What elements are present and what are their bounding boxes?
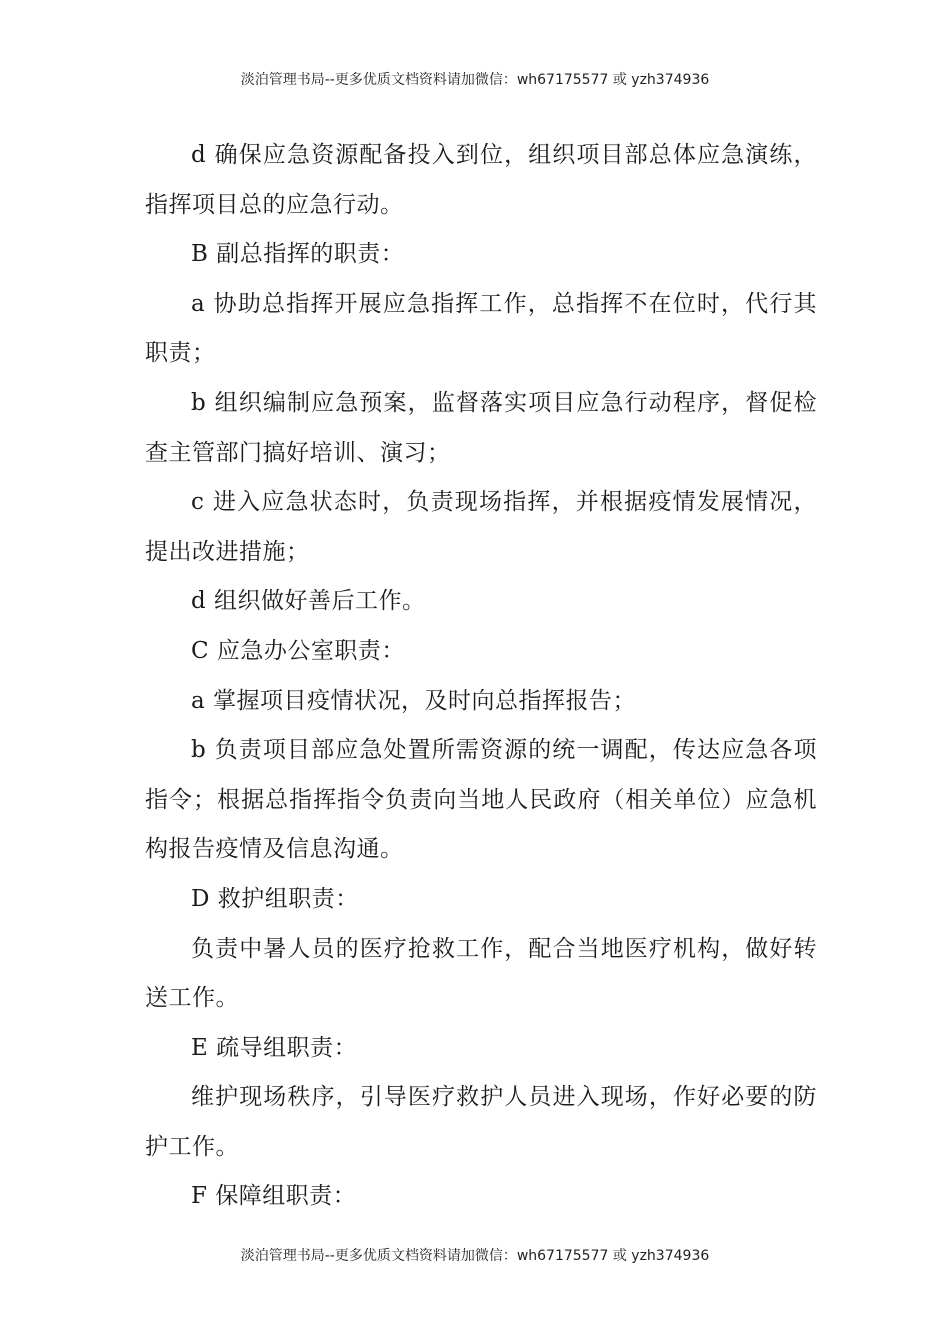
heading-support-team-duties: F 保障组职责： (191, 1183, 357, 1210)
paragraph-d-aftermath: d 组织做好善后工作。 (191, 588, 426, 615)
heading-guidance-team-duties: E 疏导组职责： (191, 1034, 358, 1061)
document-body (145, 131, 817, 1222)
page-footer-watermark: 淡泊管理书局--更多优质文档资料请加微信：wh67175577 或 yzh374936 (240, 1248, 710, 1264)
paragraph-c-on-site-command: c 进入应急状态时，负责现场指挥，并根据疫情发展情况，提出改进措施； (145, 489, 817, 565)
heading-deputy-commander-duties: B 副总指挥的职责： (191, 241, 405, 268)
paragraph-b-resource-allocation: b 负责项目部应急处置所需资源的统一调配，传达应急各项指令；根据总指挥指令负责向当地人民政府（相关单位）应急机构报告疫情及信息沟通。 (145, 737, 817, 863)
paragraph-a-report-status: a 掌握项目疫情状况，及时向总指挥报告； (191, 687, 637, 714)
paragraph-a-assist-commander: a 协助总指挥开展应急指挥工作，总指挥不在位时，代行其职责； (145, 290, 817, 367)
heading-emergency-office-duties: C 应急办公室职责： (191, 637, 405, 664)
page-header-watermark: 淡泊管理书局--更多优质文档资料请加微信：wh67175577 或 yzh374936 (240, 72, 710, 88)
paragraph-guidance-duties: 维护现场秩序，引导医疗救护人员进入现场，作好必要的防护工作。 (145, 1084, 817, 1160)
paragraph-d-resources: d 确保应急资源配备投入到位，组织项目部总体应急演练，指挥项目总的应急行动。 (145, 142, 817, 218)
heading-rescue-team-duties: D 救护组职责： (191, 885, 359, 912)
paragraph-b-compile-plan: b 组织编制应急预案，监督落实项目应急行动程序，督促检查主管部门搞好培训、演习； (145, 389, 817, 466)
paragraph-rescue-duties: 负责中暑人员的医疗抢救工作，配合当地医疗机构，做好转送工作。 (145, 935, 817, 1012)
